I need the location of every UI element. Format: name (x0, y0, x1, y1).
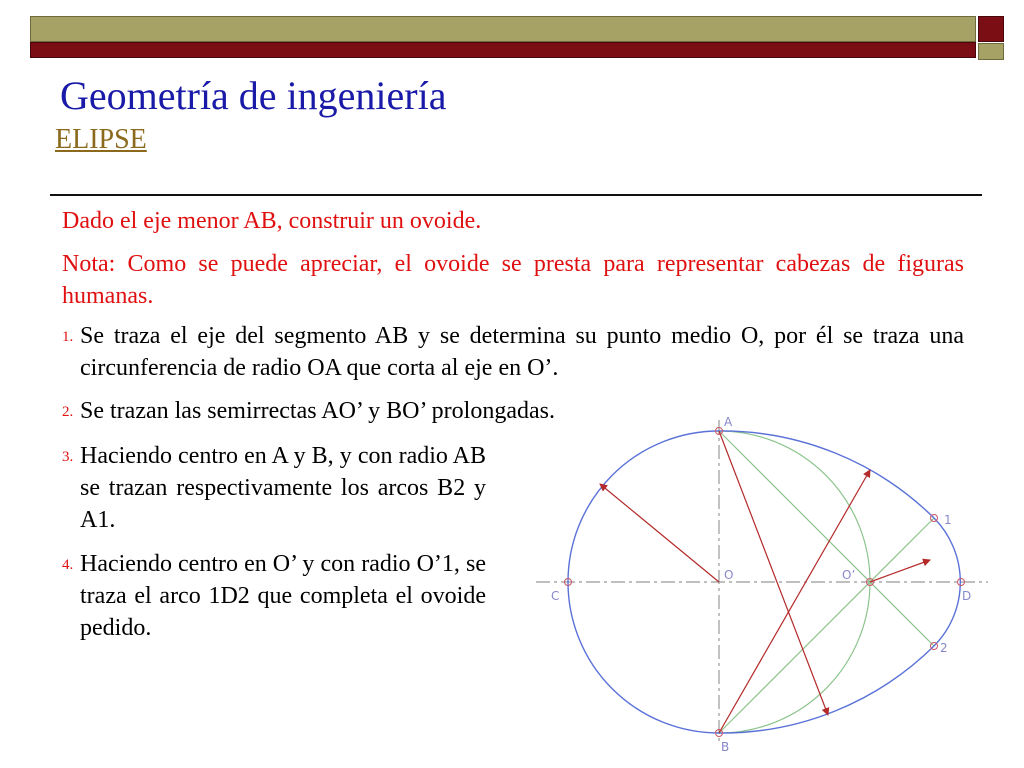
red-square (978, 16, 1004, 42)
olive-square (978, 43, 1004, 60)
note-text: Nota: Como se puede apreciar, el ovoide se presta para representar cabezas de figuras humanas. (62, 251, 964, 309)
step-number: 2. (62, 404, 74, 420)
subtitle-link[interactable]: ELIPSE (55, 124, 147, 155)
step-number: 4. (62, 557, 74, 573)
olive-bar (30, 16, 976, 42)
ray-a-o-prime (719, 431, 934, 646)
label-2: 2 (940, 641, 948, 655)
step-text: Haciendo centro en O’ y con radio O’1, se traza el arco 1D2 que completa el ovoide pedido. (80, 551, 486, 641)
slide-title: Geometría de ingeniería (60, 73, 447, 118)
step-text: Haciendo centro en A y B, y con radio AB se trazan respectivamente los arcos B2 y A1. (80, 443, 486, 533)
label-o: O (724, 568, 734, 582)
intro-line: Dado el eje menor AB, construir un ovoide. (62, 208, 482, 234)
ovoid-construction-figure (520, 408, 1000, 760)
step-number: 1. (62, 329, 74, 345)
step-text: Se trazan las semirrectas AO’ y BO’ prolongadas. (80, 398, 555, 424)
radius-arrow-b (719, 470, 870, 733)
divider (50, 194, 982, 196)
ray-b-o-prime (719, 518, 934, 733)
label-1: 1 (944, 513, 952, 527)
title-bar-decoration (30, 16, 1006, 60)
step-text: Se traza el eje del segmento AB y se determina su punto medio O, por él se traza una circunferencia de radio OA que corta al eje en O’. (80, 323, 964, 381)
label-b: B (721, 740, 730, 754)
radius-arrow-o (600, 484, 719, 582)
label-d: D (962, 589, 972, 603)
label-o-prime: O’ (842, 568, 856, 582)
label-c: C (551, 589, 560, 603)
label-a: A (724, 415, 733, 429)
radius-arrow-a (719, 431, 828, 715)
radius-arrow-o-prime (870, 560, 930, 582)
red-bar (30, 42, 976, 58)
step-number: 3. (62, 449, 74, 465)
